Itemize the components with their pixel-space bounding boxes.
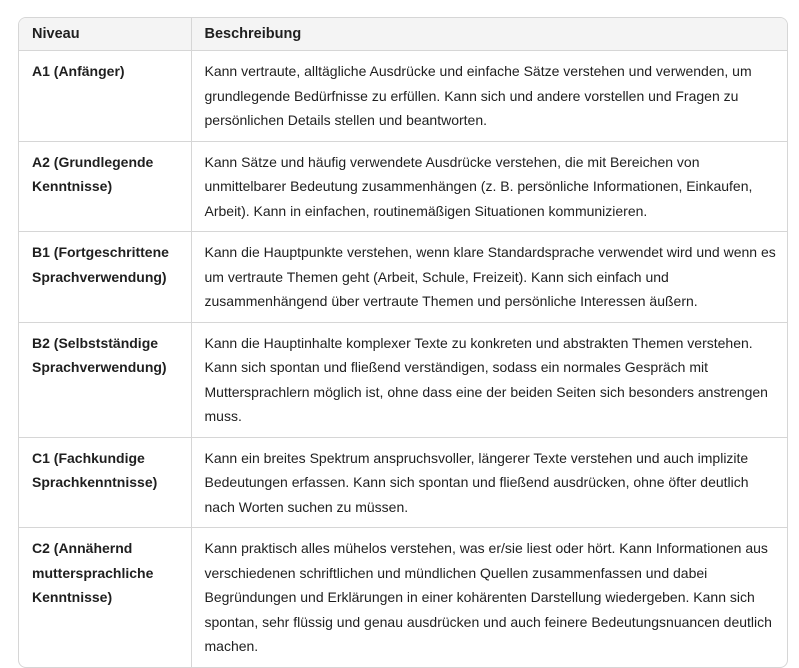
table-row [19,141,787,232]
level-cell: A1 (Anfänger) [32,63,125,79]
level-cell: A2 (Grundlegende Kenntnisse) [19,141,191,232]
header-row [19,18,787,51]
description-cell: Kann die Hauptinhalte komplexer Texte zu konkreten und abstrakten Themen verstehen. Kann sich spontan und fließend verständigen, sodass ein normales Gespräch mit Muttersprachlern möglich ist, ohne dass eine der beiden Seiten sich besonders anstrengen muss. [191,322,787,437]
table-row [19,232,787,323]
description-cell: Kann praktisch alles mühelos verstehen, was er/sie liest oder hört. Kann Informationen aus verschiedenen schriftlichen und mündlichen Quellen zusammenfassen und dabei Begründungen und Erklärungen in einer kohärenten Darstellung wiedergeben. Kann sich spontan, sehr flüssig und genau ausdrücken und auch feinere Bedeutungsnuancen deutlich machen. [191,528,787,667]
table-header [19,18,787,51]
table-row [19,437,787,528]
levels-table [19,18,787,667]
description-cell: Kann vertraute, alltägliche Ausdrücke und einfache Sätze verstehen und verwenden, um grundlegende Bedürfnisse zu erfüllen. Kann sich und andere vorstellen und Fragen zu persönlichen Details stellen und beantworten. [191,51,787,142]
cefr-levels-table [18,17,788,668]
description-cell: Kann Sätze und häufig verwendete Ausdrücke verstehen, die mit Bereichen von unmittelbarer Bedeutung zusammenhängen (z. B. persönliche Informationen, Einkaufen, Arbeit). Kann in einfachen, routinemäßigen Situationen kommunizieren. [191,141,787,232]
header-level: Niveau [19,18,191,51]
level-cell: C1 (Fachkundige Sprachkenntnisse) [19,437,191,528]
description-cell: Kann ein breites Spektrum anspruchsvoller, längerer Texte verstehen und auch implizite Bedeutungen erfassen. Kann sich spontan und fließend ausdrücken, ohne öfter deutlich nach Worten suchen zu müssen. [191,437,787,528]
level-cell: B1 (Fortgeschrittene Sprachverwendung) [19,232,191,323]
table-row [19,528,787,667]
table-body [19,51,787,667]
description-cell: Kann die Hauptpunkte verstehen, wenn klare Standardsprache verwendet wird und wenn es um vertraute Themen geht (Arbeit, Schule, Freizeit). Kann sich einfach und zusammenhängend über vertraute Themen und persönliche Interessen äußern. [191,232,787,323]
level-cell: C2 (Annähernd muttersprachliche Kenntnisse) [19,528,191,667]
header-description: Beschreibung [191,18,787,51]
table-row [19,322,787,437]
level-cell: B2 (Selbstständige Sprachverwendung) [19,322,191,437]
table-row [19,51,787,142]
